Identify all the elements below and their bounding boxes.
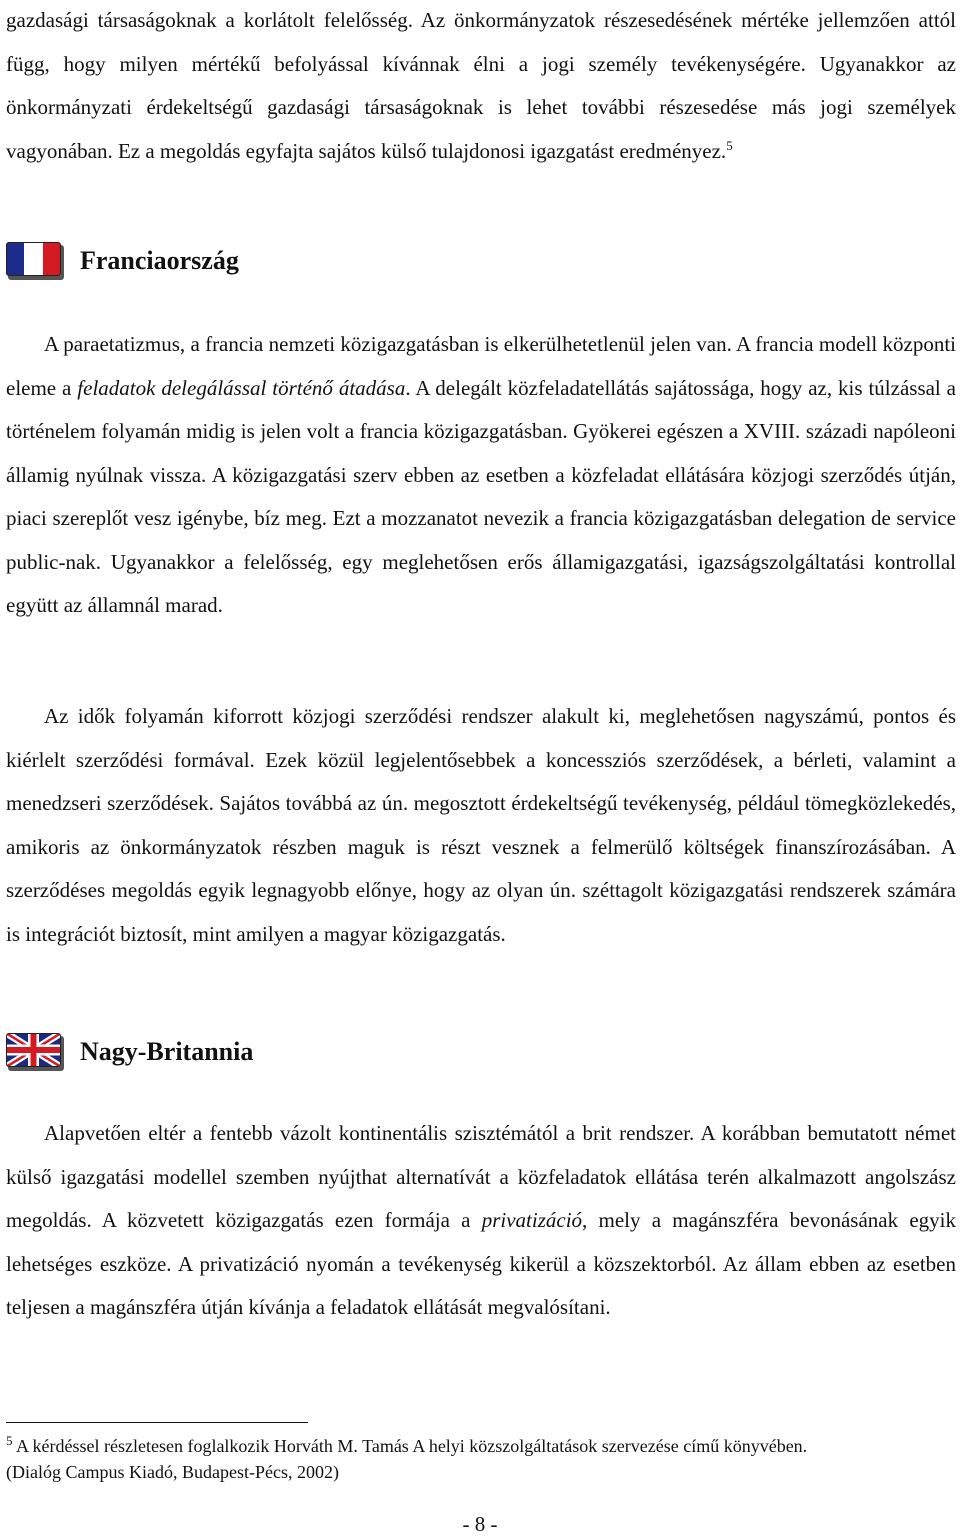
- footnote: [6, 1433, 956, 1485]
- footnote-line-1: A kérdéssel részletesen foglalkozik Horváth M. Tamás A helyi közszolgáltatások szervezése című könyvében.: [16, 1436, 808, 1456]
- page-number: - 8 -: [462, 1512, 498, 1536]
- heading-france: Franciaország: [80, 246, 239, 275]
- france-p1-text: A paraetatizmus, a francia nemzeti közigazgatásban is elkerülhetetlenül jelen van. A francia modell központi eleme a: [6, 332, 956, 400]
- intro-paragraph: [6, 0, 956, 173]
- intro-text: gazdasági társaságoknak a korlátolt felelősség. Az önkormányzatok részesedésének mértéke jellemzően attól függ, hogy milyen mértékű befolyással kívánnak élni a jogi személy tevékenységére. Ugyanakkor az önkormányzati érdekeltségű gazdasági társaságoknak is lehet további részesedése más jogi személyek vagyonában. Ez a megoldás egyfajta sajátos külső tulajdonosi igazgatást eredményez.: [6, 8, 956, 163]
- footnote-line-2: (Dialóg Campus Kiadó, Budapest-Pécs, 2002): [6, 1462, 339, 1482]
- section-heading-france: [6, 236, 239, 286]
- uk-flag-icon: [6, 1033, 64, 1071]
- heading-britain: Nagy-Britannia: [80, 1037, 254, 1066]
- britain-p1-text: Alapvetően eltér a fentebb vázolt kontinentális szisztémától a brit rendszer. A korábban bemutatott német külső igazgatási modellel szemben nyújthat alternatívát a közfeladatok ellátása terén alkalmazott angolszász megoldás. A közvetett közigazgatás ezen formája a: [6, 1121, 956, 1232]
- britain-p1-italic: privatizáció: [481, 1208, 583, 1232]
- footnote-number: 5: [6, 1433, 13, 1448]
- france-p1-text-end: . A delegált közfeladatellátás sajátossága, hogy az, kis túlzással a történelem folyamán midig is jelen volt a francia közigazgatásban. Gyökerei egészen a XVIII. századi napóleoni államig nyúlnak vissza. A közigazgatási szerv ebben az esetben a közfeladat ellátására közjogi szerződés útján, piaci szereplőt vesz igénybe, bíz meg. Ezt a mozzanatot nevezik a francia közigazgatásban delegation de service public-nak. Ugyanakkor a felelősség, egy meglehetősen erős államigazgatási, igazságszolgáltatási kontrollal együtt az államnál marad.: [6, 375, 957, 617]
- france-paragraph-1: [6, 323, 956, 628]
- footnote-separator: [6, 1422, 308, 1423]
- france-paragraph-2: Az idők folyamán kiforrott közjogi szerződési rendszer alakult ki, meglehetősen nagyszámú, pontos és kiérlelt szerződési formával. Ezek közül legjelentősebbek a koncessziós szerződések, a bérleti, valamint a menedzseri szerződések. Sajátos továbbá az ún. megosztott érdekeltségű tevékenység, például tömegközlekedés, amikoris az önkormányzatok részben maguk is részt vesznek a felmerülő költségek finanszírozásában. A szerződéses megoldás egyik legnagyobb előnye, hogy az olyan ún. széttagolt közigazgatási rendszerek számára is integrációt biztosít, mint amilyen a magyar közigazgatás.: [6, 704, 956, 946]
- britain-paragraph-1: [6, 1112, 956, 1330]
- france-p1-italic: feladatok delegálással történő átadása: [77, 375, 406, 400]
- french-flag-icon: [6, 242, 64, 280]
- footnote-reference: 5: [726, 137, 733, 153]
- britain-p1-text-end: , mely a magánszféra bevonásának egyik lehetséges eszköze. A privatizáció nyomán a tevékenység kikerül a közszektorból. Az állam ebben az esetben teljesen a magánszféra útján kívánja a feladatok ellátását megvalósítani.: [6, 1208, 956, 1319]
- section-heading-britain: [6, 1027, 253, 1077]
